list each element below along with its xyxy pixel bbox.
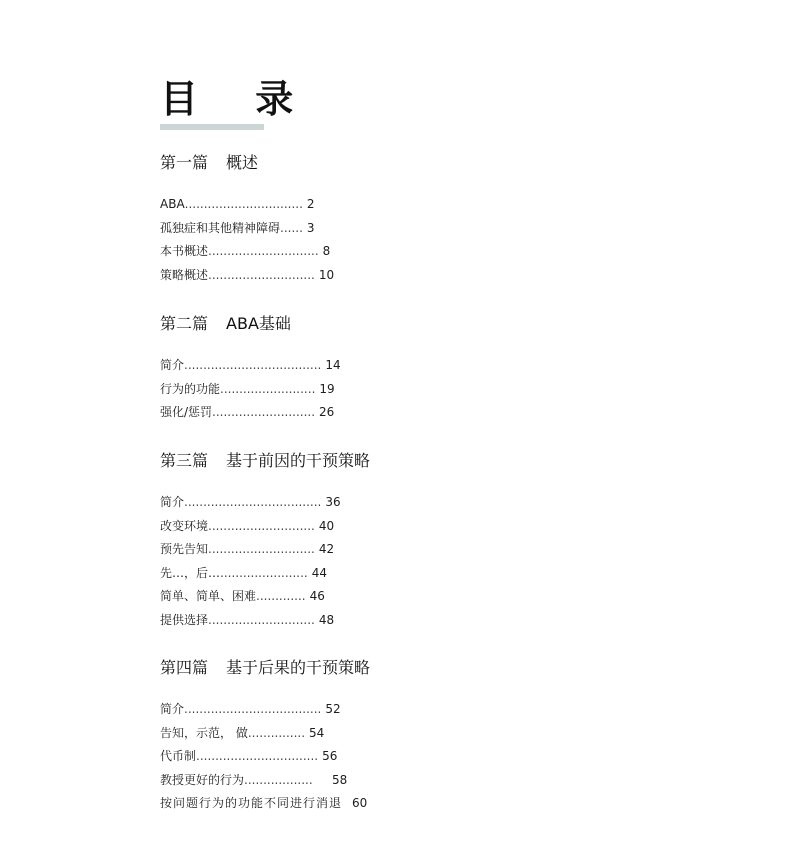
entry-page-number: 52 <box>325 702 341 716</box>
entry-label: 简介 <box>160 358 185 372</box>
entry-leader-dots: ............................ <box>208 267 315 282</box>
toc-entry[interactable] <box>160 354 420 378</box>
entry-label: 简单、简单、困难 <box>160 589 257 603</box>
toc-part-1 <box>160 152 420 287</box>
toc-entry[interactable] <box>160 538 420 562</box>
entry-label: 简介 <box>160 495 185 509</box>
entry-page-number: 10 <box>318 267 335 282</box>
entry-leader-dots: ......................... <box>220 381 316 396</box>
toc-list <box>160 491 420 632</box>
entry-label: 教授更好的行为 <box>160 772 245 787</box>
entry-label: 本书概述 <box>160 244 209 258</box>
entry-page-number: 36 <box>325 495 341 509</box>
toc-list <box>160 354 420 425</box>
toc-entry[interactable] <box>160 745 420 769</box>
toc-entry[interactable] <box>160 264 420 288</box>
entry-page-number: 26 <box>319 405 335 419</box>
entry-leader-dots: ...... <box>280 220 303 235</box>
part-label: 第二篇 <box>160 314 209 333</box>
entry-page-number: 2 <box>306 197 315 211</box>
title-block <box>160 76 315 130</box>
page-title: 目 录 <box>160 77 316 121</box>
toc-entry[interactable] <box>160 515 420 539</box>
entry-leader-dots: .................. <box>244 772 328 787</box>
entry-leader-dots: .................................... <box>184 702 322 716</box>
entry-label: 孤独症和其他精神障碍 <box>160 220 281 235</box>
entry-label: 按问题行为的功能不同进行消退 <box>160 796 343 810</box>
toc-entry[interactable] <box>160 792 420 816</box>
part-label: 第三篇 <box>160 451 209 470</box>
part-heading <box>160 657 420 679</box>
toc-entry[interactable] <box>160 769 420 793</box>
part-name: ABA基础 <box>226 314 291 333</box>
toc-entry[interactable] <box>160 609 420 633</box>
entry-label: 改变环境 <box>160 518 209 533</box>
entry-page-number: 46 <box>309 589 325 603</box>
part-heading <box>160 152 420 174</box>
entry-leader-dots: ............... <box>247 725 306 740</box>
toc-entry[interactable] <box>160 193 420 217</box>
entry-label: 简介 <box>160 702 185 716</box>
entry-page-number: 19 <box>319 381 335 396</box>
entry-leader-dots: ................................ <box>196 749 319 763</box>
entry-label: ABA <box>160 197 185 211</box>
entry-page-number: 3 <box>306 220 315 235</box>
entry-page-number: 54 <box>309 725 325 740</box>
entry-leader-dots: ............................ <box>208 612 315 627</box>
entry-label: 代币制 <box>160 749 197 763</box>
entry-page-number: 60 <box>352 796 368 810</box>
entry-page-number: 14 <box>325 358 341 372</box>
toc-entry[interactable] <box>160 217 420 241</box>
part-label: 第一篇 <box>160 153 209 172</box>
entry-leader-dots: ............................ <box>208 518 315 533</box>
entry-leader-dots: .................................... <box>184 495 322 509</box>
entry-page-number: 8 <box>322 244 331 258</box>
title-underline <box>160 124 264 130</box>
entry-page-number: 42 <box>318 542 335 556</box>
part-name: 基于前因的干预策略 <box>226 451 371 470</box>
part-heading <box>160 313 420 335</box>
part-name: 概述 <box>226 153 259 172</box>
part-label: 第四篇 <box>160 658 209 677</box>
part-name: 基于后果的干预策略 <box>226 658 371 677</box>
toc-entry[interactable] <box>160 722 420 746</box>
toc-entry[interactable] <box>160 698 420 722</box>
toc-entry[interactable] <box>160 491 420 515</box>
entry-label: 强化/惩罚 <box>160 405 213 419</box>
entry-leader-dots: .................................... <box>184 358 322 372</box>
entry-label: 提供选择 <box>160 612 209 627</box>
entry-label: 行为的功能 <box>160 381 221 396</box>
toc-part-4 <box>160 657 420 816</box>
part-heading <box>160 450 420 472</box>
toc-entry[interactable] <box>160 378 420 402</box>
toc-entry[interactable] <box>160 585 420 609</box>
entry-page-number: 58 <box>331 772 348 787</box>
entry-leader-dots: ....................... <box>220 565 308 580</box>
entry-leader-dots: ............................ <box>208 542 315 556</box>
toc-entry[interactable] <box>160 401 420 425</box>
entry-label: 告知，示范， 做 <box>160 725 248 740</box>
entry-page-number: 56 <box>322 749 338 763</box>
toc-entry[interactable] <box>160 240 420 264</box>
entry-label: 策略概述 <box>160 267 209 282</box>
toc-part-2 <box>160 313 420 425</box>
entry-leader-dots: ........................... <box>212 405 316 419</box>
entry-leader-dots: ............................. <box>208 244 319 258</box>
toc-entry[interactable] <box>160 562 420 586</box>
toc-part-3 <box>160 450 420 632</box>
entry-label: 预先告知 <box>160 542 209 556</box>
entry-page-number: 40 <box>318 518 335 533</box>
entry-label: 先…，后… <box>160 565 221 580</box>
entry-page-number: 44 <box>311 565 328 580</box>
toc-list <box>160 698 420 816</box>
toc-list <box>160 193 420 287</box>
entry-leader-dots: ............................... <box>184 197 303 211</box>
page-crop-edge <box>0 818 800 868</box>
entry-leader-dots: ............. <box>256 589 306 603</box>
entry-page-number: 48 <box>318 612 335 627</box>
